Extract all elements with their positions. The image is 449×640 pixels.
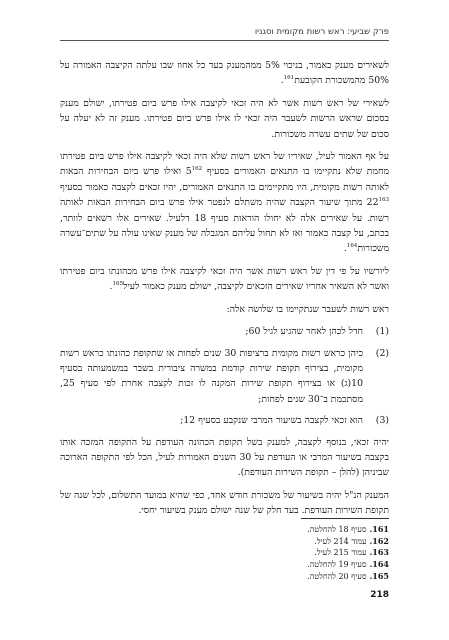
paragraph-5-intro: ראש רשות לשעבר שנתקיימו בו שלושה אלה: — [226, 303, 389, 315]
condition-item — [60, 346, 389, 408]
condition-text: הוא זכאי לקצבה בשיעור המרבי שנקבע בסעיף 12; — [180, 415, 363, 427]
closing-paragraph-2: המענק הנ"ל יהיה בשיעור של משכורת חודש אחד, כפי שהיא במועד התשלום, לכל שנה של תקופת השירות העודפת. בעד חלק של שנה ישולם מענק בשיעור יחסי. — [60, 489, 389, 517]
condition-number: (3) — [375, 415, 389, 427]
paragraph-4: ליורשיו על פי דין של ראש רשות אשר היה זכאי לקיצבה אילו פרש מכהונתו ביום פטירתו ואשר לא השאיר אחריו שאירים הזכאים לקיצבה, ישולם מענק כאמור לעיל$^{165}$. — [60, 265, 389, 293]
closing-paragraph-1: יהיה זכאי, בנוסף לקצבה, למענק בשל תקופת הכהונה העודפת על התקופה המזכה אותו בקצבה בשיעור המרבי או העודפת על 30 השנים האמורות לעיל, הכל לפי התקופה הארוכה שביניהן (להלן – תקופת השירות העודפת). — [60, 436, 389, 479]
footnote-ref-162[interactable]: 162 — [191, 166, 203, 173]
footnote: 161. סעיף 18 להחלטה. — [307, 524, 389, 534]
footnote: 162. עמוד 214 לעיל. — [314, 535, 389, 546]
footnote-ref-163[interactable]: 163 — [378, 197, 389, 204]
footnote-ref-164[interactable]: 164 — [346, 243, 358, 250]
running-header: פרק שביעי: ראש רשות מקומית וסגניו — [60, 27, 389, 41]
footnote: 163. עמוד 215 לעיל. — [314, 547, 389, 558]
footnote: 165. סעיף 20 להחלטה. — [307, 570, 389, 581]
footnote-ref-161[interactable]: 161 — [283, 75, 295, 82]
footnote-divider — [301, 518, 389, 519]
paragraph-1: לשאירים מענק כאמור, בניכוי 5% ממהמענק בעד כל אחוז שבו עלתה הקיצבה האמורה על 50% מהמשכורת הקובעת$^{161}$. — [60, 60, 389, 87]
condition-text: כיהן כראש רשות מקומית ברציפות 30 שנים לפחות או שתקופת כהונתו כראש רשות מקומית, בצירוף תקופת שירות קודמת במשרה ציבורית בשבר במשמעותה בסעיף 10(ג) או בצירוף תקופת שירות המקנה לו זכות לקצבה אחרת לפי סעיף 25, מסתכמת ב־30 שנים לפחות; — [60, 347, 363, 405]
footnote-ref-165[interactable]: 165 — [112, 281, 124, 288]
condition-item — [60, 413, 389, 428]
condition-item — [60, 324, 389, 339]
footnote: 164. סעיף 19 להחלטה. — [307, 559, 389, 570]
body-text — [60, 58, 389, 526]
condition-number: (2) — [375, 347, 389, 359]
page-number: 218 — [370, 590, 389, 600]
paragraph-2: לשאירי של ראש רשות אשר לא היה זכאי לקיצבה אילו פרש ביום פטירתו, ישולם מענק בסכום שראש הרשות לשעבר היה זכאי לו אילו פרש ביום פטירתו. מענק זה לא יעלה על סכום של שתים עשרה משכורות. — [60, 97, 389, 140]
paragraph-3: על אף האמור לעיל, שאיריו של ראש רשות שלא היה זכאי לקיצבה אילו פרש ביום פטירתו מחמת שלא נתקיימו בו התנאים האמורים בסעיף $5^{162}$ ואילו פרש ביום הבחירות הבאות לאותה רשות מקומית, היו מתקיימים בו התנאים האמורים, יהיו זכאים לקצבה כאמור בסעיף $22^{163}$ מתוך שיעור הקצבה שהיה משתלם לנפטר אילו פרש ביום הבחירות הבאות לאותה רשות. על שאירים אלה לא יחולו הוראות סעיף 18 דלעיל. שאירים אלו רשאים לוותר, בכתב, על קצבה כאמור ואז לא תחול עליהם המגבלה של מענק שאינו עולה על שתים־עשרה משכורות$^{164}$. — [60, 151, 389, 255]
condition-number: (1) — [375, 326, 389, 338]
condition-text: חדל לכהן לאחר שהגיע לגיל 60; — [245, 326, 363, 338]
footnotes — [60, 524, 389, 583]
